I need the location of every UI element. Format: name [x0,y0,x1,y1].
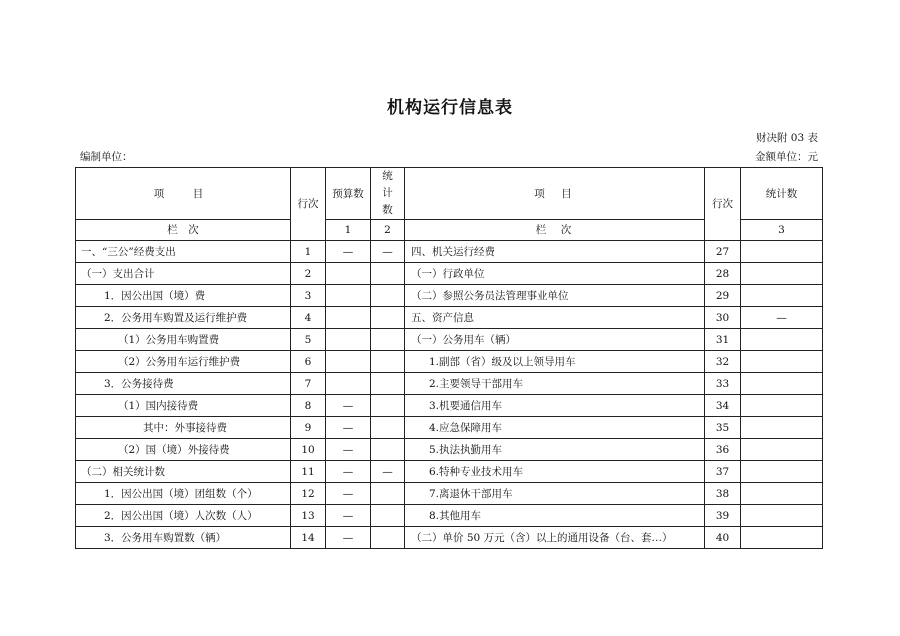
table-row [76,461,823,483]
column-number-left-label: 栏 次 [76,220,291,241]
budget-value: — [326,483,371,505]
table-row [76,285,823,307]
left-item: 2．公务用车购置及运行维护费 [76,307,291,329]
header-row [76,168,823,220]
right-row-no: 34 [705,395,741,417]
right-item: 3.机要通信用车 [405,395,705,417]
budget-value: — [326,241,371,263]
budget-value [326,329,371,351]
header-right-item: 项 目 [405,168,705,220]
left-item: （1）国内接待费 [76,395,291,417]
right-row-no: 32 [705,351,741,373]
right-stat-value [741,439,823,461]
table-row [76,307,823,329]
left-row-no: 14 [291,527,326,549]
stat-value [371,285,405,307]
right-row-no: 37 [705,461,741,483]
right-row-no: 28 [705,263,741,285]
left-item: 一、“三公”经费支出 [76,241,291,263]
budget-value: — [326,439,371,461]
left-row-no: 12 [291,483,326,505]
stat-value [371,527,405,549]
right-stat-value [741,373,823,395]
right-stat-value [741,285,823,307]
stat-value [371,329,405,351]
budget-value [326,351,371,373]
left-row-no: 2 [291,263,326,285]
right-item: 6.特种专业技术用车 [405,461,705,483]
left-item: 其中：外事接待费 [76,417,291,439]
left-item: （2）国（境）外接待费 [76,439,291,461]
right-stat-value [741,505,823,527]
right-item: 2.主要领导干部用车 [405,373,705,395]
left-row-no: 8 [291,395,326,417]
left-item: 1．因公出国（境）团组数（个） [76,483,291,505]
column-number-stat: 2 [371,220,405,241]
table-row [76,329,823,351]
budget-value: — [326,505,371,527]
left-row-no: 4 [291,307,326,329]
right-row-no: 38 [705,483,741,505]
table-row [76,351,823,373]
header-budget: 预算数 [326,168,371,220]
left-row-no: 11 [291,461,326,483]
stat-value [371,395,405,417]
right-row-no: 40 [705,527,741,549]
right-stat-value: — [741,307,823,329]
left-row-no: 5 [291,329,326,351]
left-item: （1）公务用车购置费 [76,329,291,351]
table-row [76,373,823,395]
left-row-no: 6 [291,351,326,373]
right-row-no: 35 [705,417,741,439]
institution-operation-table [75,167,823,549]
right-item: （一）行政单位 [405,263,705,285]
right-row-no: 27 [705,241,741,263]
right-item: 4.应急保障用车 [405,417,705,439]
left-row-no: 7 [291,373,326,395]
right-stat-value [741,329,823,351]
table-row [76,483,823,505]
right-row-no: 31 [705,329,741,351]
amount-unit-label: 金额单位：元 [755,151,818,163]
left-row-no: 9 [291,417,326,439]
budget-value [326,263,371,285]
column-number-budget: 1 [326,220,371,241]
right-stat-value [741,527,823,549]
header-stat: 统计数 [382,170,393,216]
budget-value [326,307,371,329]
left-item: 3．公务用车购置数（辆） [76,527,291,549]
budget-value: — [326,417,371,439]
right-row-no: 39 [705,505,741,527]
table-row [76,395,823,417]
stat-value [371,351,405,373]
table-row [76,241,823,263]
stat-value [371,307,405,329]
stat-value [371,417,405,439]
table-row [76,417,823,439]
right-row-no: 30 [705,307,741,329]
right-row-no: 36 [705,439,741,461]
right-item: 1.副部（省）级及以上领导用车 [405,351,705,373]
table-row [76,527,823,549]
right-stat-value [741,417,823,439]
left-item: 2．因公出国（境）人次数（人） [76,505,291,527]
stat-value [371,373,405,395]
header-left-item: 项 目 [76,168,291,220]
stat-value [371,263,405,285]
left-item: 3．公务接待费 [76,373,291,395]
right-stat-value [741,351,823,373]
header-right-stat: 统计数 [741,168,823,220]
right-item: 8.其他用车 [405,505,705,527]
budget-value: — [326,461,371,483]
header-stat-cell [371,168,405,220]
budget-value: — [326,527,371,549]
compiling-unit-label: 编制单位： [80,151,133,163]
header-right-row-no: 行次 [705,168,741,241]
stat-value [371,505,405,527]
budget-value: — [326,395,371,417]
left-item: （二）相关统计数 [76,461,291,483]
right-row-no: 29 [705,285,741,307]
right-item: 5.执法执勤用车 [405,439,705,461]
right-row-no: 33 [705,373,741,395]
left-row-no: 3 [291,285,326,307]
header-left-row-no: 行次 [291,168,326,241]
right-stat-value [741,461,823,483]
right-item: （二）单价 50 万元（含）以上的通用设备（台、套…） [405,527,705,549]
right-stat-value [741,483,823,505]
budget-value [326,285,371,307]
left-item: （2）公务用车运行维护费 [76,351,291,373]
budget-value [326,373,371,395]
right-item: （二）参照公务员法管理事业单位 [405,285,705,307]
left-row-no: 13 [291,505,326,527]
right-item: 四、机关运行经费 [405,241,705,263]
left-row-no: 1 [291,241,326,263]
table-row [76,505,823,527]
stat-value: — [371,461,405,483]
left-item: 1．因公出国（境）费 [76,285,291,307]
left-item: （一）支出合计 [76,263,291,285]
left-row-no: 10 [291,439,326,461]
right-stat-value [741,263,823,285]
stat-value: — [371,241,405,263]
stat-value [371,439,405,461]
column-number-right-label: 栏 次 [405,220,705,241]
table-row [76,263,823,285]
right-item: 7.离退休干部用车 [405,483,705,505]
page-title: 机构运行信息表 [387,98,513,118]
right-item: （一）公务用车（辆） [405,329,705,351]
table-row [76,439,823,461]
column-number-right-stat: 3 [741,220,823,241]
right-stat-value [741,395,823,417]
form-code: 财决附 03 表 [755,132,818,144]
right-stat-value [741,241,823,263]
right-item: 五、资产信息 [405,307,705,329]
stat-value [371,483,405,505]
